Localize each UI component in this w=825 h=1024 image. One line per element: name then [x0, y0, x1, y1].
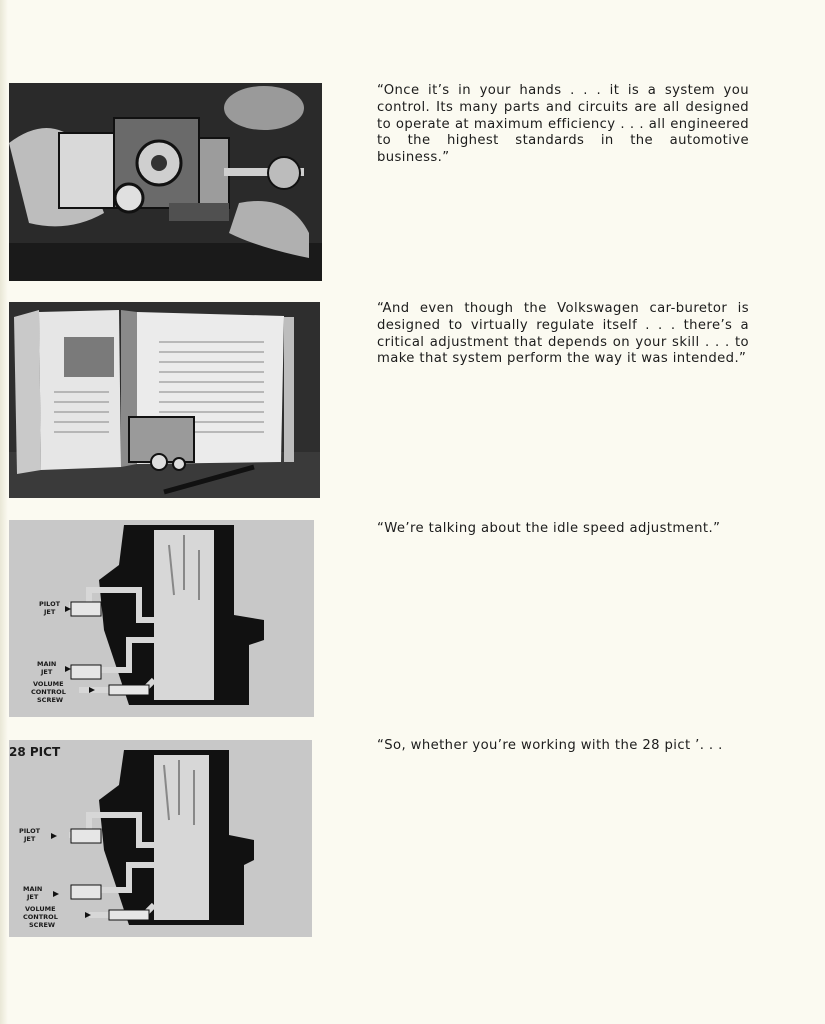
caption-4: “So, whether you’re working with the 28 pict ’. . .: [377, 738, 723, 753]
repair-manual-photo: [9, 302, 320, 498]
pilot-jet-label: PILOT: [39, 600, 61, 608]
carburetor-diagram-28-pict: [9, 740, 312, 937]
diagram-title: 28 PICT: [9, 745, 61, 759]
main-jet-label-2: JET: [27, 893, 39, 901]
volume-control-label: VOLUME: [33, 680, 64, 688]
volume-control-label-3: SCREW: [29, 921, 56, 929]
carburetor-diagram-1: [9, 520, 314, 717]
volume-control-label-2: CONTROL: [31, 688, 66, 696]
volume-control-label: VOLUME: [25, 905, 56, 913]
caption-1: “Once it’s in your hands . . . it is a system you control. Its many parts and circuits are all designed to operate at maximum efficiency . . . all engineered to the highest standards in the automotive business.”: [377, 83, 749, 166]
pilot-jet-label: PILOT: [19, 827, 41, 835]
main-jet-label: MAIN: [23, 885, 43, 893]
main-jet-label-2: JET: [41, 668, 53, 676]
caption-3: “We’re talking about the idle speed adjustment.”: [377, 521, 721, 536]
volume-control-label-2: CONTROL: [23, 913, 58, 921]
main-jet-label: MAIN: [37, 660, 57, 668]
pilot-jet-label-2: JET: [24, 835, 36, 843]
caption-2: “And even though the Volkswagen car-buretor is designed to virtually regulate itself . . . there’s a critical adjustment that depends on your skill . . . to make that system perform the way it was intended.”: [377, 301, 749, 367]
page-binding-edge: [0, 0, 8, 1024]
pilot-jet-label-2: JET: [44, 608, 56, 616]
carburetor-in-hands-photo: [9, 83, 322, 281]
volume-control-label-3: SCREW: [37, 696, 64, 704]
